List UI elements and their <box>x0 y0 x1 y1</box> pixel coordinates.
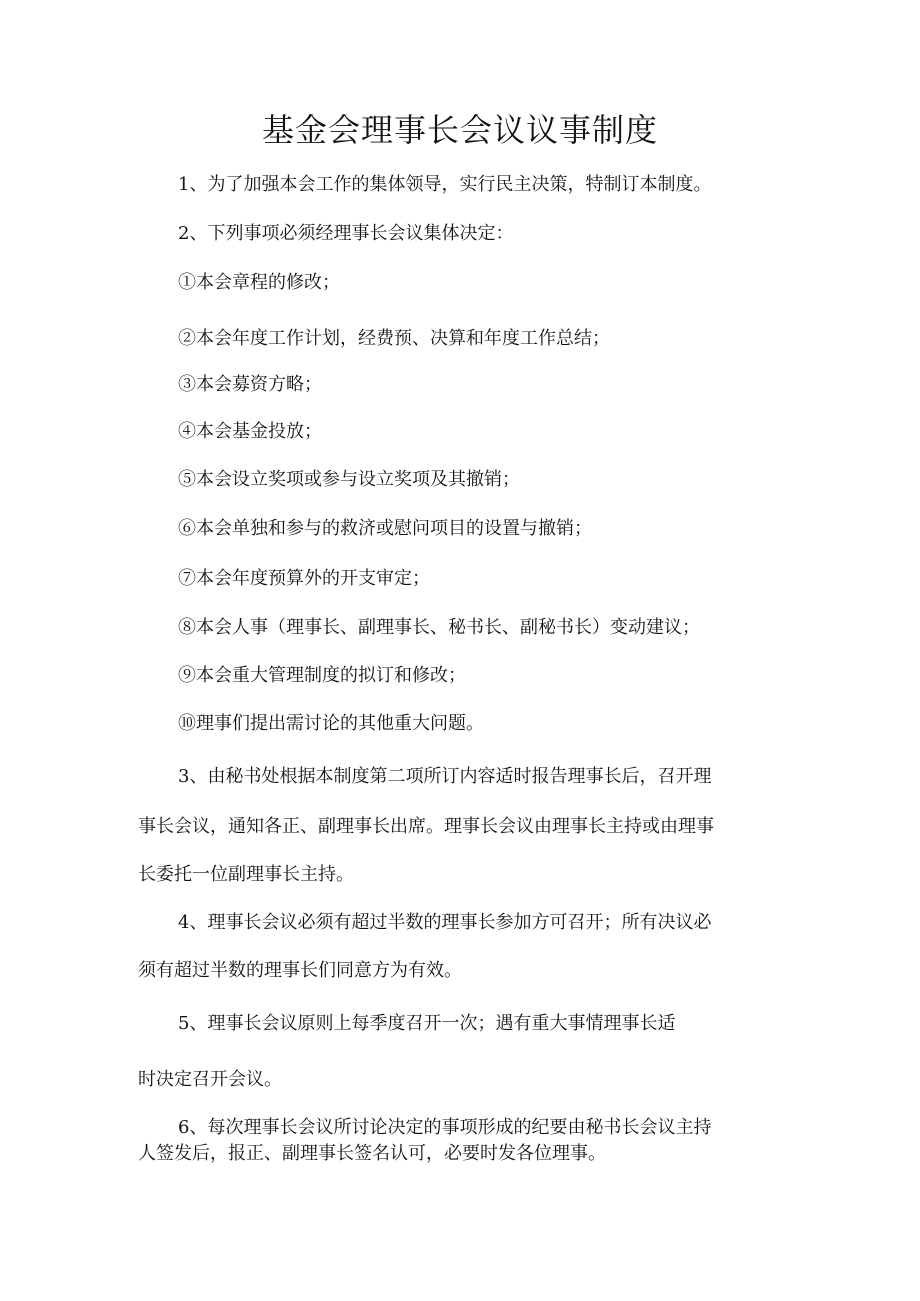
paragraph-3-line-3: 长委托一位副理事长主持。 <box>138 864 354 885</box>
list-item: ⑤本会设立奖项或参与设立奖项及其撤销； <box>178 469 520 490</box>
paragraph-4-line-2: 须有超过半数的理事长们同意方为有效。 <box>138 960 462 981</box>
paragraph-6-line-1: 6、每次理事长会议所讨论决定的事项形成的纪要由秘书长会议主持 <box>178 1117 712 1138</box>
paragraph-6-line-2: 人签发后，报正、副理事长签名认可，必要时发各位理事。 <box>138 1143 606 1164</box>
list-item: ⑨本会重大管理制度的拟订和修改； <box>178 665 466 686</box>
list-item: ⑧本会人事（理事长、副理事长、秘书长、副秘书长）变动建议； <box>178 617 700 638</box>
list-item: ①本会章程的修改； <box>178 272 340 293</box>
list-item: ⑦本会年度预算外的开支审定； <box>178 568 430 589</box>
paragraph-3-line-2: 事长会议，通知各正、副理事长出席。理事长会议由理事长主持或由理事 <box>138 816 714 837</box>
paragraph-3-line-1: 3、由秘书处根据本制度第二项所订内容适时报告理事长后，召开理 <box>178 766 712 787</box>
list-item: ④本会基金投放； <box>178 421 322 442</box>
list-item: ③本会募资方略； <box>178 374 322 395</box>
paragraph-2: 2、下列事项必须经理事长会议集体决定： <box>178 223 514 244</box>
document-title: 基金会理事长会议议事制度 <box>261 111 658 149</box>
paragraph-5-line-1: 5、理事长会议原则上每季度召开一次；遇有重大事情理事长适 <box>178 1013 676 1034</box>
list-item: ⑩理事们提出需讨论的其他重大问题。 <box>178 713 484 734</box>
list-item: ⑥本会单独和参与的救济或慰问项目的设置与撤销； <box>178 518 592 539</box>
list-item: ②本会年度工作计划，经费预、决算和年度工作总结； <box>178 328 610 349</box>
paragraph-5-line-2: 时决定召开会议。 <box>138 1069 282 1090</box>
paragraph-4-line-1: 4、理事长会议必须有超过半数的理事长参加方可召开；所有决议必 <box>178 912 712 933</box>
paragraph-1: 1、为了加强本会工作的集体领导，实行民主决策，特制订本制度。 <box>178 174 712 195</box>
